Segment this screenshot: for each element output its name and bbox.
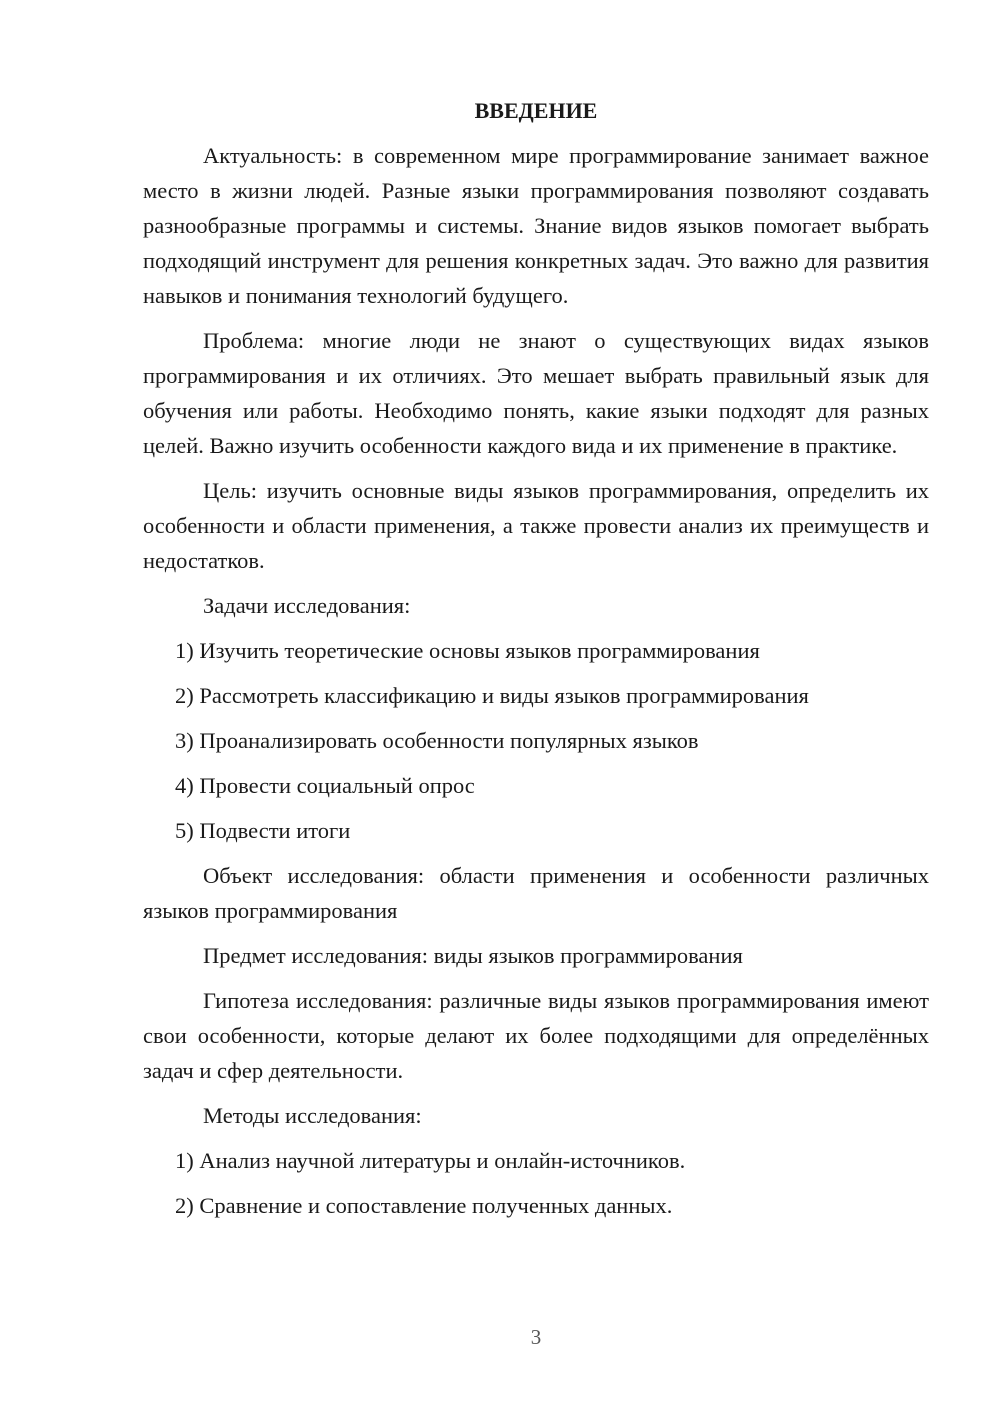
list-item: 3) Проанализировать особенности популярных языков bbox=[175, 728, 699, 753]
page-title: ВВЕДЕНИЕ bbox=[474, 98, 598, 123]
methods-heading: Методы исследования: bbox=[203, 1103, 422, 1128]
problem-paragraph: Проблема: многие люди не знают о существующих видах языков программирования и их отличиях. Это мешает выбрать правильный язык для обучения или работы. Необходимо понять, какие языки подходят для разных целей. Важно изучить особенности каждого вида и их применение в практике. bbox=[143, 328, 929, 458]
list-item: 4) Провести социальный опрос bbox=[175, 773, 475, 798]
list-item: 2) Сравнение и сопоставление полученных данных. bbox=[175, 1193, 673, 1218]
list-item: 5) Подвести итоги bbox=[175, 818, 351, 843]
relevance-paragraph: Актуальность: в современном мире программирование занимает важное место в жизни людей. Разные языки программирования позволяют создавать разнообразные программы и системы. Знание видов языков помогает выбрать подходящий инструмент для решения конкретных задач. Это важно для развития навыков и понимания технологий будущего. bbox=[143, 143, 929, 308]
page-number: 3 bbox=[530, 1325, 542, 1349]
list-item: 1) Изучить теоретические основы языков программирования bbox=[175, 638, 760, 663]
object-paragraph: Объект исследования: области применения и особенности различных языков программирования bbox=[143, 863, 929, 923]
methods-list bbox=[143, 1143, 929, 1223]
tasks-heading: Задачи исследования: bbox=[203, 593, 411, 618]
document-page bbox=[143, 92, 929, 1233]
goal-paragraph: Цель: изучить основные виды языков программирования, определить их особенности и области применения, а также провести анализ их преимуществ и недостатков. bbox=[143, 478, 929, 573]
list-item: 1) Анализ научной литературы и онлайн-источников. bbox=[175, 1148, 686, 1173]
subject-paragraph: Предмет исследования: виды языков программирования bbox=[203, 943, 743, 968]
tasks-list bbox=[143, 633, 929, 848]
list-item: 2) Рассмотреть классификацию и виды языков программирования bbox=[175, 683, 809, 708]
hypothesis-paragraph: Гипотеза исследования: различные виды языков программирования имеют свои особенности, которые делают их более подходящими для определённых задач и сфер деятельности. bbox=[143, 988, 929, 1083]
